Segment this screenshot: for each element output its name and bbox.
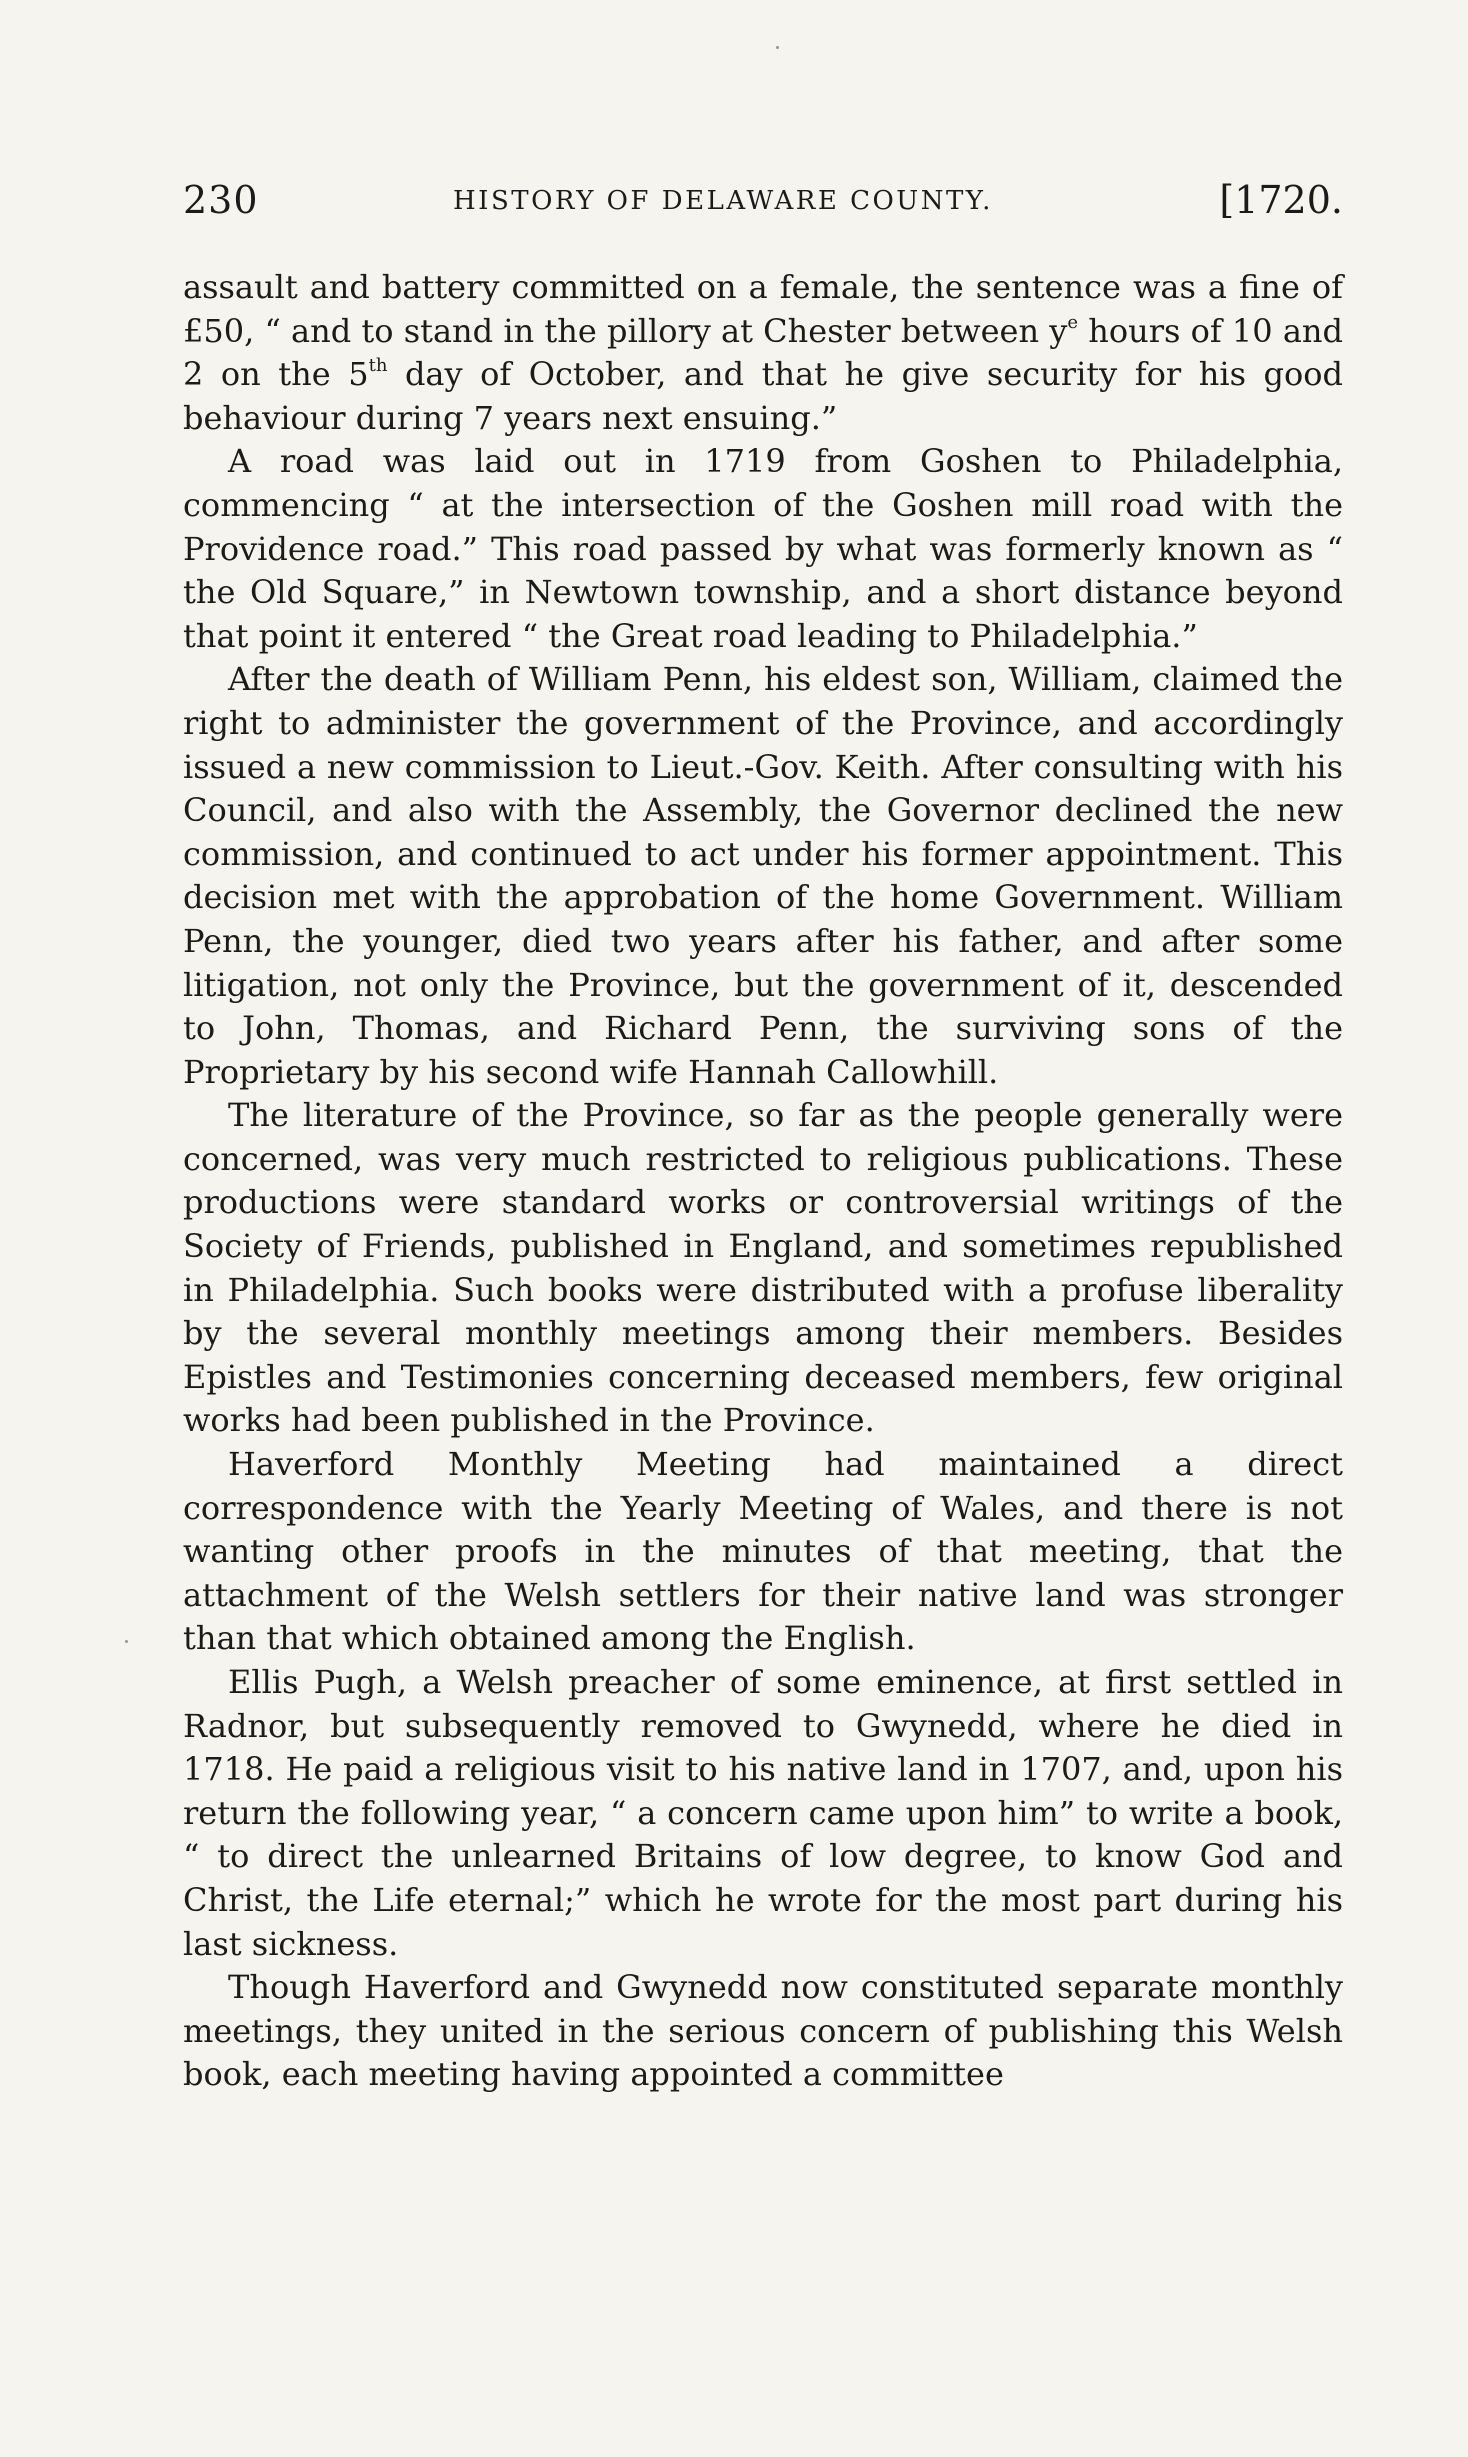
year-marker: [1720. <box>1219 178 1343 222</box>
paragraph-1-part-c: day of October, and that he give security for his good behaviour during 7 years next ensuing.” <box>183 355 1344 437</box>
paragraph-1 <box>183 266 1343 440</box>
paragraph-4: The literature of the Province, so far as the people generally were concerned, was very much restricted to religious publications. These productions were standard works or controversial writings of the Society of Friends, published in England, and sometimes republished in Philadelphia. Such books were distributed with a profuse liberality by the several monthly meetings among their members. Besides Epistles and Testimonies concerning deceased members, few original works had been published in the Province. <box>183 1096 1343 1440</box>
superscript-th: th <box>368 355 388 377</box>
paper-speck <box>776 46 779 49</box>
paragraph-5: Haverford Monthly Meeting had maintained a direct correspondence with the Yearly Meeting of Wales, and there is not wanting other proofs in the minutes of that meeting, that the attachment of the Welsh settlers for their native land was stronger than that which obtained among the English. <box>183 1445 1343 1658</box>
page-number: 230 <box>183 178 259 222</box>
paper-speck <box>125 1640 128 1643</box>
running-title: HISTORY OF DELAWARE COUNTY. <box>453 186 993 216</box>
paragraph-2: A road was laid out in 1719 from Goshen to Philadelphia, commencing “ at the intersection of the Goshen mill road with the Providence road.” This road passed by what was formerly known as “ the Old Square,” in Newtown township, and a short distance beyond that point it entered “ the Great road leading to Philadelphia.” <box>183 442 1343 655</box>
paragraph-1-part-b: hours of 10 and 2 on the 5 <box>183 311 1344 394</box>
paragraph-3: After the death of William Penn, his eldest son, William, claimed the right to administer the government of the Province, and accordingly issued a new commission to Lieut.-Gov. Keith. After consulting with his Council, and also with the Assembly, the Governor declined the new commission, and continued to act under his former appointment. This decision met with the approbation of the home Government. William Penn, the younger, died two years after his father, and after some litigation, not only the Province, but the government of it, descended to John, Thomas, and Richard Penn, the surviving sons of the Proprietary by his second wife Hannah Callowhill. <box>183 660 1343 1091</box>
paragraph-6: Ellis Pugh, a Welsh preacher of some eminence, at first settled in Radnor, but subsequently removed to Gwynedd, where he died in 1718. He paid a religious visit to his native land in 1707, and, upon his return the following year, “ a concern came upon him” to write a book, “ to direct the unlearned Britains of low degree, to know God and Christ, the Life eternal;” which he wrote for the most part during his last sickness. <box>183 1663 1343 1963</box>
paragraph-7: Though Haverford and Gwynedd now constituted separate monthly meetings, they united in the serious concern of publishing this Welsh book, each meeting having appointed a committee <box>183 1968 1343 2094</box>
body-text <box>183 266 1343 2097</box>
running-head <box>183 178 1343 228</box>
superscript-e: e <box>1067 311 1079 333</box>
paragraph-1-part-a: assault and battery committed on a female, the sentence was a fine of £50, “ and to stand in the pillory at Chester between y <box>183 268 1343 350</box>
